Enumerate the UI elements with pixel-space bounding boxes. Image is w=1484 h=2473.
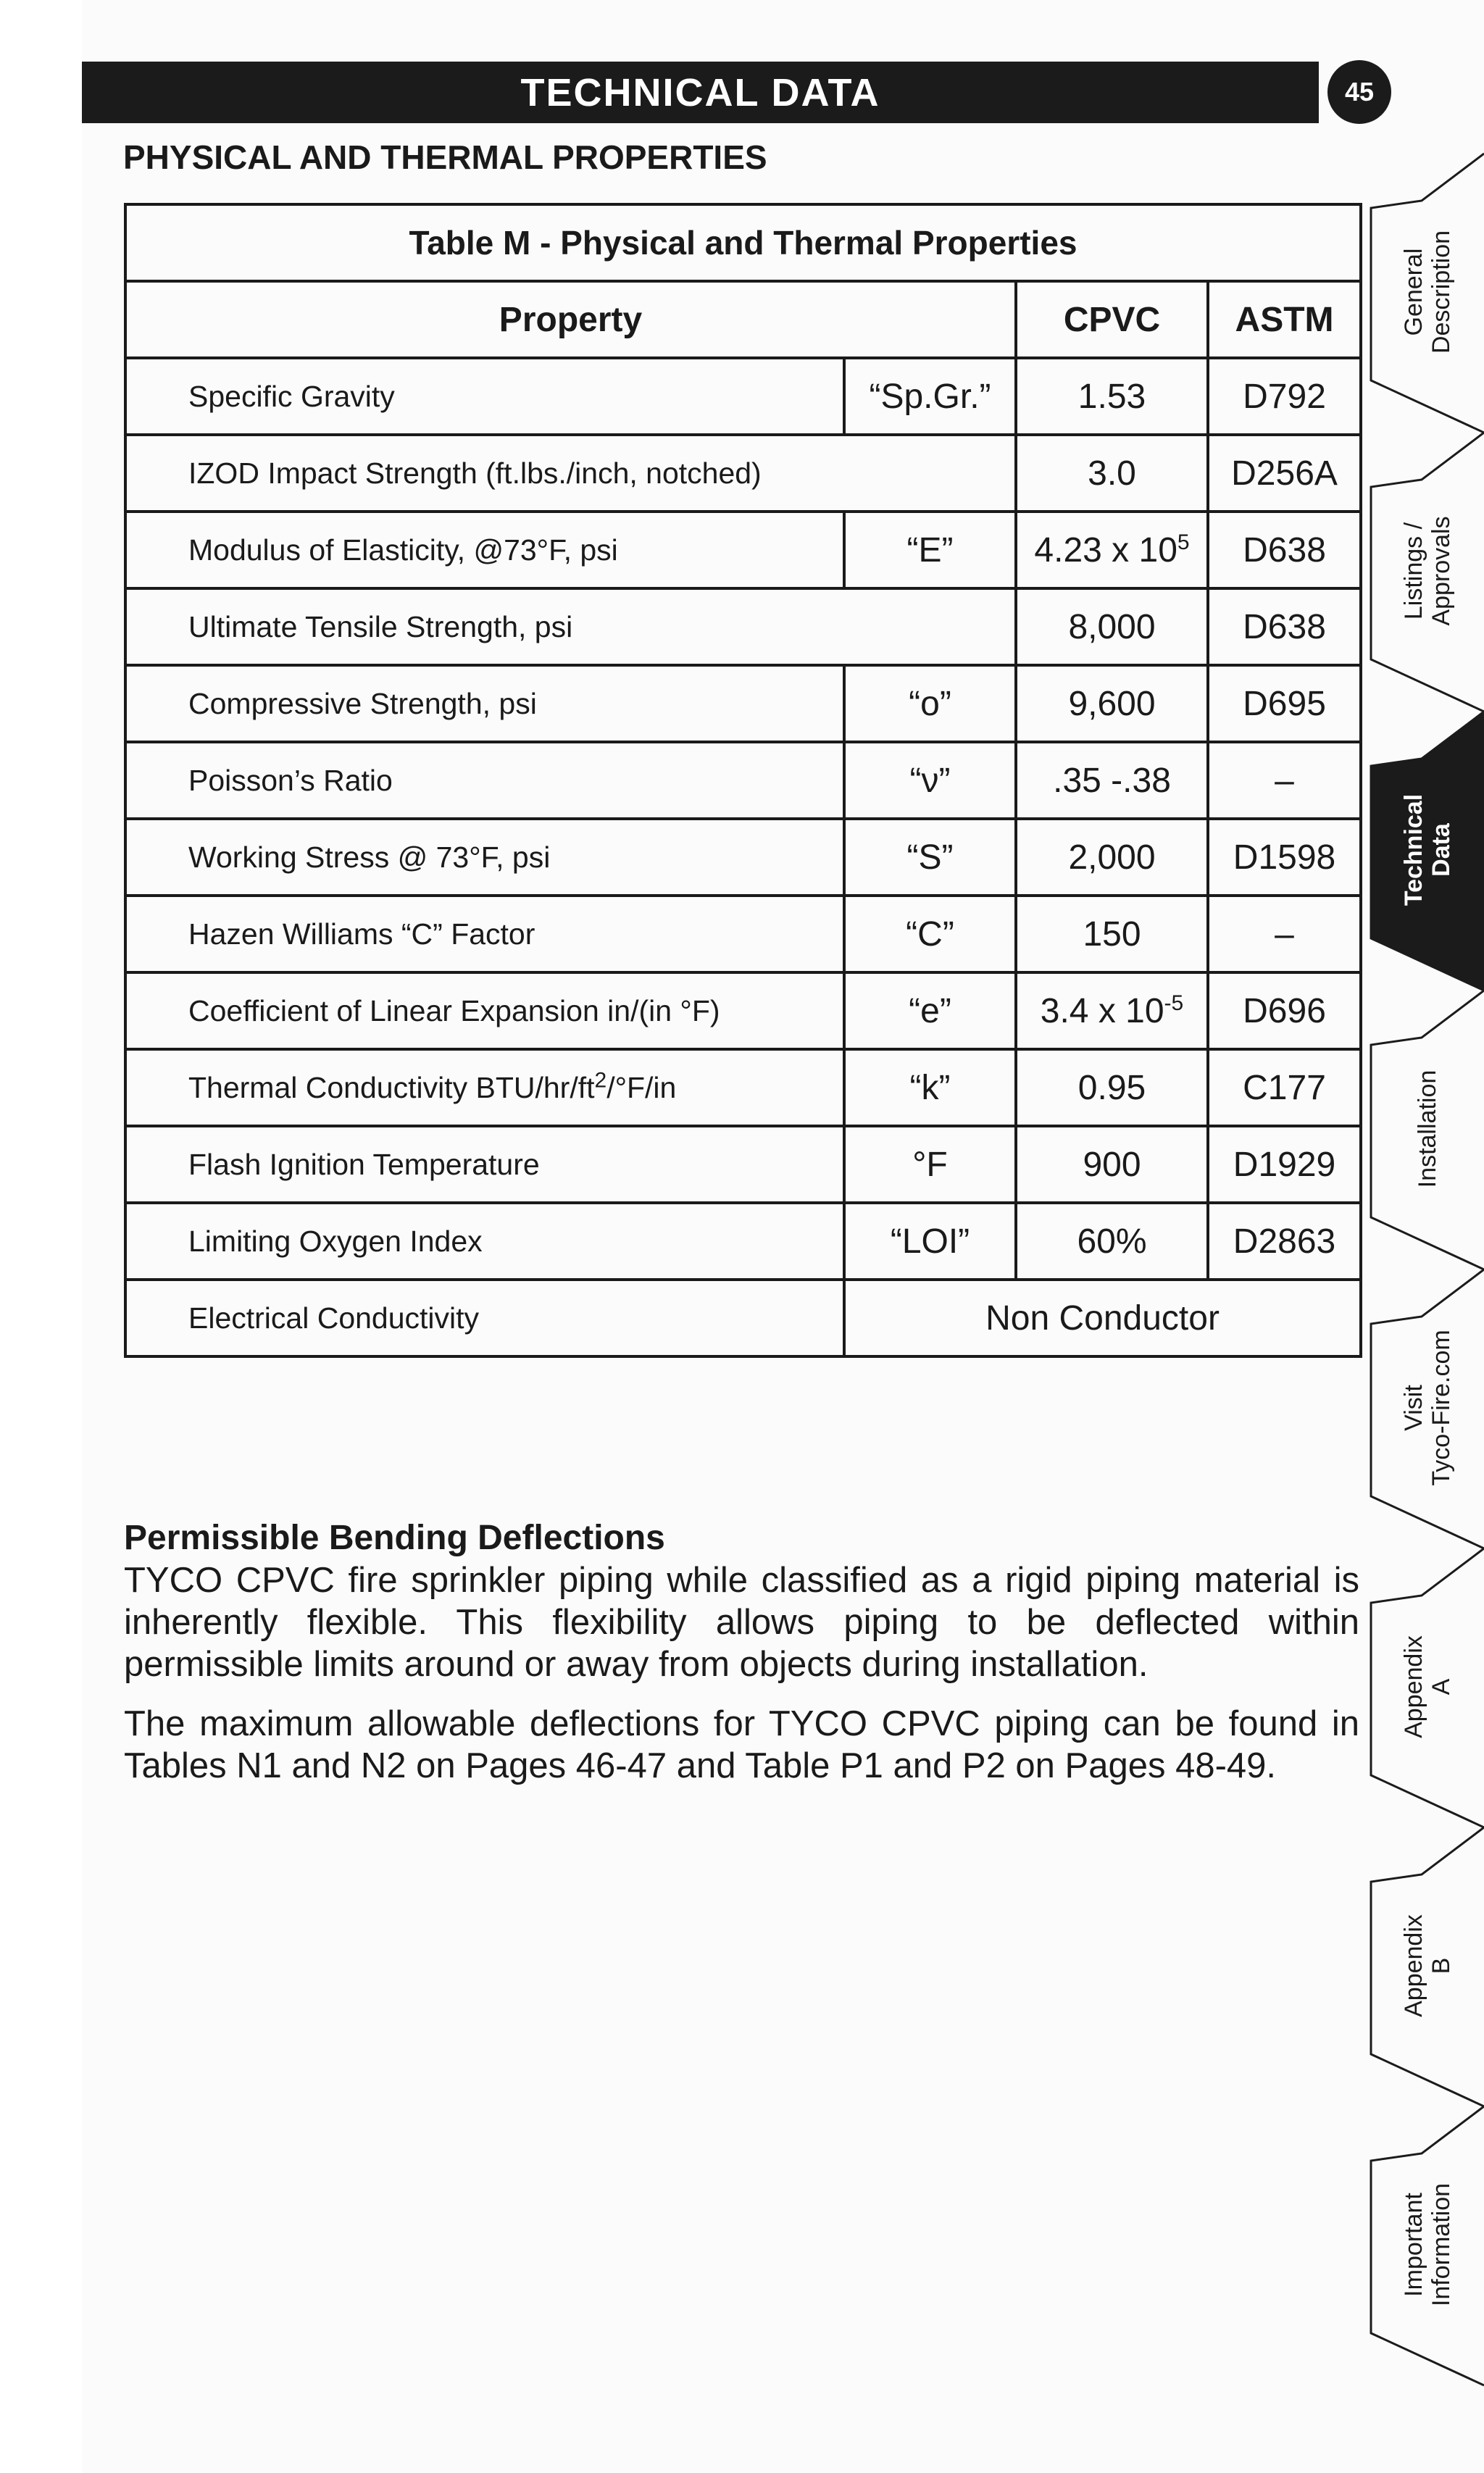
symbol-cell: “S” [844, 819, 1016, 896]
astm-cell: D256A [1208, 435, 1361, 512]
side-tab-label-line: Listings / [1400, 522, 1427, 620]
side-tab-label-line: Technical [1400, 793, 1427, 906]
side-tab-label[interactable] [1400, 793, 1455, 905]
astm-cell: D2863 [1208, 1203, 1361, 1280]
cpvc-value-exponent: 5 [1177, 530, 1190, 554]
table-row [125, 1049, 1361, 1126]
property-suffix: /°F/in [606, 1070, 677, 1104]
astm-cell: D1929 [1208, 1126, 1361, 1203]
column-header-astm: ASTM [1208, 281, 1361, 358]
property-text: IZOD Impact Strength (ft.lbs./inch, notched) [188, 456, 762, 490]
symbol-cell: “o” [844, 665, 1016, 742]
symbol-cell: “e” [844, 972, 1016, 1049]
cpvc-value-cell [1016, 665, 1208, 742]
cpvc-value: 1.53 [1077, 377, 1146, 416]
table-row [125, 742, 1361, 819]
table-row [125, 665, 1361, 742]
property-text: Compressive Strength, psi [188, 686, 537, 720]
astm-cell: D696 [1208, 972, 1361, 1049]
side-tab-label-line: Tyco-Fire.com [1427, 1329, 1455, 1486]
table-row [125, 1203, 1361, 1280]
property-cell [125, 1049, 844, 1126]
table-row [125, 1280, 1361, 1356]
property-cell [125, 742, 844, 819]
property-text: Thermal Conductivity BTU/hr/ft [188, 1070, 595, 1104]
section-title: PHYSICAL AND THERMAL PROPERTIES [123, 138, 767, 176]
property-text: Limiting Oxygen Index [188, 1224, 483, 1258]
property-text: Hazen Williams “C” Factor [188, 917, 535, 951]
side-tab-label[interactable] [1400, 516, 1455, 625]
property-cell [125, 1126, 844, 1203]
cpvc-value-cell [1016, 512, 1208, 588]
table-body [125, 358, 1361, 1356]
side-tab-label-line: Appendix [1400, 1914, 1427, 2017]
cpvc-value: 3.0 [1088, 454, 1136, 493]
side-tab-label[interactable] [1400, 230, 1455, 353]
side-tab-label[interactable] [1400, 2182, 1455, 2306]
symbol-cell: “Sp.Gr.” [844, 358, 1016, 435]
symbol-cell: “E” [844, 512, 1016, 588]
property-text: Electrical Conductivity [188, 1301, 480, 1335]
side-tab-strip [1370, 145, 1484, 2398]
side-tab-label[interactable] [1414, 1069, 1441, 1188]
side-tab-label-line: A [1427, 1678, 1455, 1695]
property-cell [125, 588, 1016, 665]
cpvc-value: 900 [1083, 1145, 1141, 1184]
cpvc-value-cell [1016, 742, 1208, 819]
cpvc-value-cell [1016, 1049, 1208, 1126]
cpvc-value-cell [1016, 1203, 1208, 1280]
cpvc-value: 0.95 [1077, 1068, 1146, 1107]
table-caption: Table M - Physical and Thermal Properties [125, 204, 1361, 281]
table-row [125, 588, 1361, 665]
deflections-paragraph-1: TYCO CPVC fire sprinkler piping while classified as a rigid piping material is inherently flexible. This flexibility allows piping to be deflected within permissible limits around or away from objects during installation. [124, 1561, 1359, 1684]
astm-cell: – [1208, 742, 1361, 819]
astm-cell: C177 [1208, 1049, 1361, 1126]
symbol-cell: “k” [844, 1049, 1016, 1126]
cpvc-value-cell [1016, 588, 1208, 665]
table-row [125, 972, 1361, 1049]
side-tab-label-line: Appendix [1400, 1635, 1427, 1738]
astm-cell: D638 [1208, 512, 1361, 588]
property-cell [125, 358, 844, 435]
property-cell [125, 1280, 844, 1356]
cpvc-value: 3.4 x 10 [1040, 991, 1164, 1030]
symbol-cell: “ν” [844, 742, 1016, 819]
property-text: Coefficient of Linear Expansion in/(in °F) [188, 993, 720, 1027]
page-number: 45 [1344, 77, 1375, 107]
property-text: Poisson’s Ratio [188, 763, 393, 797]
side-tab-label[interactable] [1400, 1914, 1455, 2017]
astm-cell: D695 [1208, 665, 1361, 742]
astm-cell: D1598 [1208, 819, 1361, 896]
side-tab-label-line: Installation [1414, 1069, 1441, 1188]
side-tab-label-line: Data [1427, 822, 1455, 877]
deflections-section [124, 1517, 1359, 1787]
cpvc-value-cell [1016, 1126, 1208, 1203]
side-tab-label[interactable] [1400, 1330, 1455, 1485]
symbol-cell: “LOI” [844, 1203, 1016, 1280]
cpvc-value: 9,600 [1068, 684, 1156, 723]
cpvc-value-cell [1016, 819, 1208, 896]
column-header-cpvc: CPVC [1016, 281, 1208, 358]
property-text: Flash Ignition Temperature [188, 1147, 540, 1181]
side-tab-label-line: Visit [1400, 1384, 1427, 1431]
property-cell [125, 896, 844, 972]
table-row [125, 435, 1361, 512]
table-row [125, 512, 1361, 588]
table-row [125, 896, 1361, 972]
page-number-badge [1327, 60, 1391, 124]
side-tab-label[interactable] [1400, 1635, 1455, 1738]
side-tab-label-line: Description [1427, 230, 1455, 354]
astm-cell: D638 [1208, 588, 1361, 665]
property-text: Modulus of Elasticity, @73°F, psi [188, 533, 618, 567]
properties-table [124, 203, 1362, 1358]
property-cell [125, 972, 844, 1049]
astm-cell: – [1208, 896, 1361, 972]
side-tab-label-line: Approvals [1427, 515, 1455, 626]
property-text: Ultimate Tensile Strength, psi [188, 609, 573, 643]
cpvc-value: 2,000 [1068, 838, 1156, 877]
property-text: Working Stress @ 73°F, psi [188, 840, 551, 874]
symbol-cell: °F [844, 1126, 1016, 1203]
cpvc-value-cell [1016, 896, 1208, 972]
property-cell [125, 435, 1016, 512]
table-row [125, 1126, 1361, 1203]
header-bar [82, 62, 1319, 123]
property-cell [125, 665, 844, 742]
table-row [125, 358, 1361, 435]
combined-value-cell: Non Conductor [844, 1280, 1361, 1356]
table-row [125, 819, 1361, 896]
cpvc-value: 150 [1083, 914, 1141, 954]
deflections-heading: Permissible Bending Deflections [124, 1519, 665, 1557]
cpvc-value: 60% [1077, 1222, 1147, 1261]
side-tab-label-line: Important [1400, 2192, 1427, 2297]
side-tab-label-line: Information [1427, 2182, 1455, 2306]
cpvc-value-exponent: -5 [1164, 991, 1184, 1015]
cpvc-value: .35 -.38 [1053, 761, 1171, 800]
property-superscript: 2 [594, 1067, 607, 1092]
astm-cell: D792 [1208, 358, 1361, 435]
header-title: TECHNICAL DATA [520, 70, 880, 114]
cpvc-value: 8,000 [1068, 607, 1156, 646]
column-header-property: Property [125, 281, 1016, 358]
property-cell [125, 819, 844, 896]
cpvc-value-cell [1016, 972, 1208, 1049]
property-cell [125, 1203, 844, 1280]
side-tab-label-line: General [1400, 248, 1427, 335]
cpvc-value-cell [1016, 358, 1208, 435]
property-text: Specific Gravity [188, 379, 395, 413]
side-tab-label-line: B [1427, 1957, 1455, 1974]
symbol-cell: “C” [844, 896, 1016, 972]
property-cell [125, 512, 844, 588]
cpvc-value-cell [1016, 435, 1208, 512]
cpvc-value: 4.23 x 10 [1034, 530, 1177, 570]
deflections-paragraph-2: The maximum allowable deflections for TYCO CPVC piping can be found in Tables N1 and N2 on Pages 46-47 and Table P1 and P2 on Pages 48-49. [124, 1704, 1359, 1785]
